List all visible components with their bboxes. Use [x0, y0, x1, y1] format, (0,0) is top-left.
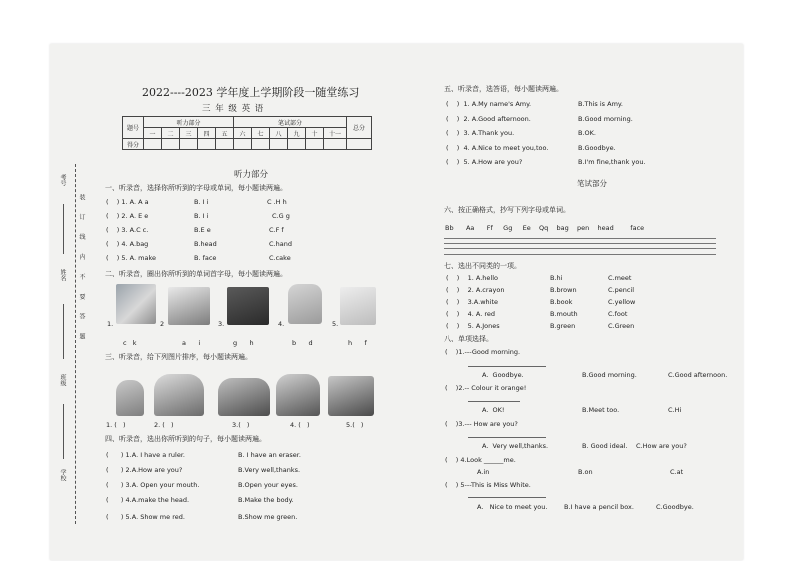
part5-item-2-b: B.Good morning.: [578, 115, 633, 123]
part1-item-1-c: C .H h: [267, 198, 287, 206]
part1-item-4-b: B.head: [194, 240, 217, 248]
picture-boy-portrait: [328, 376, 374, 416]
copy-line[interactable]: [444, 254, 716, 255]
margin-label-exam-no: 考号: [59, 174, 66, 186]
part5-item-2-a: ( ) 2. A.Good afternoon.: [446, 115, 531, 123]
copy-line[interactable]: [444, 248, 716, 249]
listening-heading: 听力部分: [234, 170, 269, 180]
part1-item-3-b: B.E e: [194, 226, 211, 234]
part7-item-1-c: C.meet: [608, 274, 632, 282]
part4-item-3-b: B.Open your eyes.: [238, 481, 298, 489]
part1-item-5-b: B. face: [194, 254, 217, 262]
score-col: 一: [144, 128, 162, 139]
part8-q2: ( )2.-- Colour it orange!: [445, 384, 527, 392]
part2-letters-3[interactable]: g h: [233, 339, 254, 347]
part3-slot-1[interactable]: 1. ( ): [106, 421, 126, 429]
part3-instruction: 三、听录音，给下列图片排序，每小题读两遍。: [105, 353, 252, 361]
part6-instruction: 六、按正确格式，抄写下列字母或单词。: [444, 206, 570, 214]
part1-item-2-b: B. I i: [194, 212, 209, 220]
picture-boy-smiling: [276, 374, 320, 416]
margin-label-school: 学校: [59, 469, 66, 481]
part7-item-3-a: ( ) 3.A.white: [446, 298, 498, 306]
picture-ant: [168, 287, 210, 325]
part2-number-1: 1.: [107, 320, 114, 328]
part7-item-2-a: ( ) 2. A.crayon: [446, 286, 505, 294]
part2-number-5: 5.: [332, 320, 339, 328]
part8-q3-a: A. Very well,thanks.: [482, 442, 549, 450]
picture-girl: [154, 374, 204, 416]
part7-item-4-c: C.foot: [608, 310, 628, 318]
score-col: 十一: [324, 128, 347, 139]
part2-letters-2[interactable]: a i: [182, 339, 201, 347]
part5-item-3-b: B.OK.: [578, 129, 596, 137]
answer-line[interactable]: [468, 497, 546, 498]
part8-q2-a: A. OK!: [482, 406, 505, 414]
part7-item-5-b: B.green: [550, 322, 576, 330]
part1-item-3-c: C.F f: [269, 226, 284, 234]
score-col: 二: [162, 128, 180, 139]
margin-seal-text: 装 订 线 内 不 要 答 题: [78, 194, 85, 346]
part8-instruction: 八、单项选择。: [444, 335, 493, 343]
score-col: 六: [234, 128, 252, 139]
part1-item-1-b: B. I i: [194, 198, 209, 206]
part4-item-3-a: ( ) 3.A. Open your mouth.: [106, 481, 200, 489]
part6-words: Bb Aa Ff Gg Ee Qq bag pen head face: [445, 224, 645, 232]
part7-item-5-c: C.Green: [608, 322, 635, 330]
score-cell[interactable]: [306, 139, 324, 150]
part8-q2-b: B.Meet too.: [582, 406, 620, 414]
part5-item-1-a: ( ) 1. A.My name's Amy.: [446, 100, 532, 108]
margin-label-name: 姓名: [59, 269, 66, 281]
score-col: 八: [270, 128, 288, 139]
part8-q5: ( ) 5---This is Miss White.: [445, 481, 531, 489]
part4-item-2-b: B.Very well,thanks.: [238, 466, 301, 474]
part7-item-2-c: C.pencil: [608, 286, 635, 294]
score-cell[interactable]: [252, 139, 270, 150]
part3-slot-4[interactable]: 4. ( ): [290, 421, 310, 429]
score-row-label: 得分: [123, 139, 144, 150]
score-total-label: 总分: [347, 117, 372, 139]
part8-q2-c: C.Hi: [668, 406, 682, 414]
picture-cat-toy: [116, 284, 156, 324]
score-cell[interactable]: [288, 139, 306, 150]
part2-number-4: 4.: [278, 320, 285, 328]
part7-item-5-a: ( ) 5. A.Jones: [446, 322, 500, 330]
score-cell[interactable]: [198, 139, 216, 150]
picture-child-waving: [116, 380, 144, 416]
answer-line[interactable]: [468, 401, 520, 402]
score-col: 三: [180, 128, 198, 139]
picture-bird: [288, 284, 322, 324]
part7-item-3-c: C.yellow: [608, 298, 636, 306]
part2-instruction: 二、听录音，圈出你所听到的单词首字母，每小题读两遍。: [105, 270, 287, 278]
part7-item-4-a: ( ) 4. A. red: [446, 310, 495, 318]
score-col: 十: [306, 128, 324, 139]
exam-paper: [50, 44, 743, 560]
copy-line[interactable]: [444, 238, 716, 239]
score-row-label: 题号: [123, 117, 144, 139]
part4-item-1-b: B. I have an eraser.: [238, 451, 301, 459]
part3-slot-2[interactable]: 2. ( ): [154, 421, 174, 429]
part5-item-5-b: B.I'm fine,thank you.: [578, 158, 646, 166]
part4-instruction: 四、听录音，选出你所听到的句子，每小题读两遍。: [105, 435, 266, 443]
listen-group-label: 听力部分: [144, 117, 234, 128]
part4-item-1-a: ( ) 1.A. I have a ruler.: [106, 451, 185, 459]
part8-q4-a: A.in: [477, 468, 490, 476]
part8-q1-c: C.Good afternoon.: [668, 371, 728, 379]
exam-title: 2022----2023 学年度上学期阶段一随堂练习: [142, 86, 360, 99]
copy-line[interactable]: [444, 243, 716, 244]
written-group-label: 笔试部分: [234, 117, 347, 128]
part7-item-1-b: B.hi: [550, 274, 563, 282]
part3-slot-5[interactable]: 5.( ): [346, 421, 364, 429]
part8-q5-b: B.I have a pencil box.: [564, 503, 634, 511]
part8-q1-a: A. Goodbye.: [482, 371, 524, 379]
score-cell[interactable]: [144, 139, 162, 150]
part5-item-3-a: ( ) 3. A.Thank you.: [446, 129, 515, 137]
part4-item-4-b: B.Make the body.: [238, 496, 294, 504]
part8-q1: ( )1.---Good morning.: [445, 348, 521, 356]
score-table: [122, 116, 372, 150]
part8-q4: ( ) 4.Look ______me.: [445, 456, 516, 464]
part4-item-5-b: B.Show me green.: [238, 513, 298, 521]
part1-item-4: ( ) 4. A.bag: [106, 240, 149, 248]
score-cell[interactable]: [347, 139, 372, 150]
score-cell[interactable]: [270, 139, 288, 150]
part2-number-3: 3.: [218, 320, 225, 328]
part7-item-4-b: B.mouth: [550, 310, 578, 318]
score-cell[interactable]: [216, 139, 234, 150]
part1-item-5-c: C.cake: [269, 254, 291, 262]
part7-instruction: 七、选出不同类的一项。: [444, 262, 521, 270]
score-col: 五: [216, 128, 234, 139]
part5-item-5-a: ( ) 5. A.How are you?: [446, 158, 523, 166]
part2-letters-5[interactable]: h f: [348, 339, 367, 347]
written-heading: 笔试部分: [577, 179, 607, 188]
part1-item-1: ( ) 1. A. A a: [106, 198, 149, 206]
part2-number-2: 2: [160, 320, 165, 328]
part2-letters-1[interactable]: c k: [123, 339, 137, 347]
part3-slot-3[interactable]: 3.( ): [232, 421, 250, 429]
score-cell[interactable]: [234, 139, 252, 150]
binding-line: [75, 164, 76, 524]
part8-q5-c: C.Goodbye.: [656, 503, 694, 511]
part8-q4-b: B.on: [578, 468, 593, 476]
part1-item-5: ( ) 5. A. make: [106, 254, 156, 262]
part7-item-3-b: B.book: [550, 298, 573, 306]
part7-item-2-b: B.brown: [550, 286, 577, 294]
part8-q3: ( )3.--- How are you?: [445, 420, 518, 428]
part8-q1-b: B.Good morning.: [582, 371, 637, 379]
score-cell[interactable]: [180, 139, 198, 150]
score-col: 九: [288, 128, 306, 139]
part8-q4-c: C.at: [670, 468, 684, 476]
score-cell[interactable]: [324, 139, 347, 150]
part1-item-2-c: C.G g: [272, 212, 290, 220]
part5-item-1-b: B.This is Amy.: [578, 100, 623, 108]
exam-subtitle: 三 年 级 英 语: [202, 104, 265, 114]
margin-label-class: 班级: [59, 374, 66, 386]
picture-gift-box: [227, 287, 269, 325]
margin-field-line: [63, 304, 64, 359]
score-col: 七: [252, 128, 270, 139]
part2-letters-4[interactable]: b d: [292, 339, 313, 347]
part4-item-4-a: ( ) 4.A.make the head.: [106, 496, 190, 504]
part4-item-2-a: ( ) 2.A.How are you?: [106, 466, 183, 474]
part8-q5-a: A. Nice to meet you.: [477, 503, 548, 511]
score-cell[interactable]: [162, 139, 180, 150]
picture-hand: [340, 287, 376, 325]
part5-item-4-b: B.Goodbye.: [578, 144, 616, 152]
part1-instruction: 一、听录音，选择你所听到的字母或单词，每小题读两遍。: [105, 184, 287, 192]
part5-instruction: 五、听录音，选答语，每小题读两遍。: [444, 85, 563, 93]
answer-line[interactable]: [468, 437, 546, 438]
part5-item-4-a: ( ) 4. A.Nice to meet you,too.: [446, 144, 549, 152]
margin-field-line: [63, 204, 64, 254]
part4-item-5-a: ( ) 5.A. Show me red.: [106, 513, 185, 521]
part1-item-3: ( ) 3. A.C c.: [106, 226, 149, 234]
part8-q3-b: B. Good ideal.: [582, 442, 628, 450]
part1-item-4-c: C.hand: [269, 240, 292, 248]
part1-item-2: ( ) 2. A. E e: [106, 212, 149, 220]
part8-q3-c: C.How are you?: [636, 442, 687, 450]
answer-line[interactable]: [468, 366, 546, 367]
score-col: 四: [198, 128, 216, 139]
picture-boy-pointing: [218, 378, 270, 416]
part7-item-1-a: ( ) 1. A.hello: [446, 274, 498, 282]
margin-field-line: [63, 404, 64, 459]
